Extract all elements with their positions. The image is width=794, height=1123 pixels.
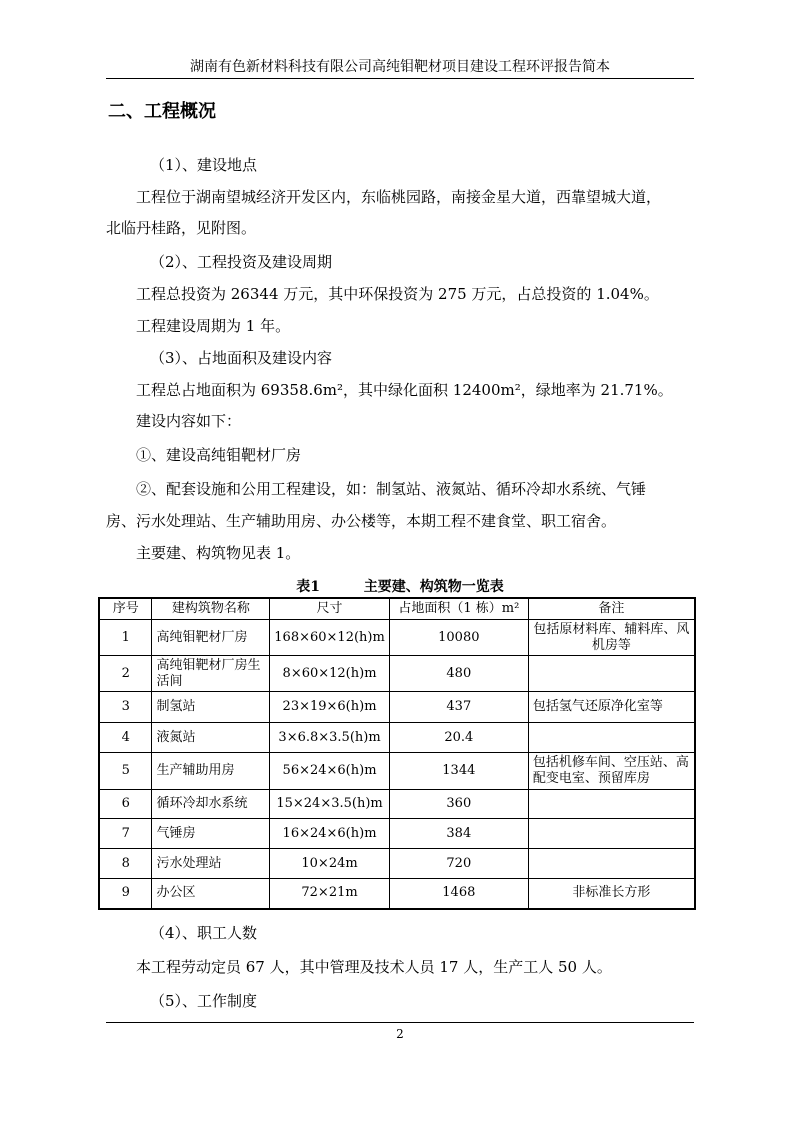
table-header-row <box>99 598 695 620</box>
paragraph-line: ①、建设高纯钼靶材厂房 <box>136 446 302 464</box>
section-title: 二、工程概况 <box>108 101 216 122</box>
cell-area: 360 <box>389 790 528 819</box>
paragraph-line: ②、配套设施和公用工程建设，如：制氢站、液氮站、循环冷却水系统、气锤 <box>136 480 647 498</box>
cell-size: 56×24×6(h)m <box>270 753 390 790</box>
header-cell: 占地面积（1 栋）m² <box>389 598 528 620</box>
cell-size: 72×21m <box>270 879 390 909</box>
cell-no: 9 <box>99 879 152 909</box>
subsection-heading: （5）、工作制度 <box>150 992 258 1010</box>
paragraph-line: 主要建、构筑物见表 1。 <box>136 544 301 562</box>
cell-no: 2 <box>99 656 152 692</box>
cell-no: 8 <box>99 849 152 879</box>
cell-name: 液氮站 <box>152 723 270 753</box>
cell-size: 16×24×6(h)m <box>270 819 390 849</box>
cell-note: 非标准长方形 <box>528 879 695 909</box>
cell-note: 包括原材料库、辅料库、风机房等 <box>528 620 695 656</box>
cell-note <box>528 656 695 692</box>
cell-name: 高纯钼靶材厂房生活间 <box>152 656 270 692</box>
cell-note <box>528 723 695 753</box>
footer-rule <box>106 1022 694 1023</box>
cell-area: 384 <box>389 819 528 849</box>
header-cell: 建构筑物名称 <box>152 598 270 620</box>
page-number: 2 <box>396 1027 404 1041</box>
cell-no: 6 <box>99 790 152 819</box>
subsection-heading: （2）、工程投资及建设周期 <box>150 253 333 271</box>
table-row <box>99 692 695 723</box>
cell-no: 7 <box>99 819 152 849</box>
table-row <box>99 753 695 790</box>
table-caption-number: 表1 <box>296 579 320 595</box>
cell-note: 包括机修车间、空压站、高配变电室、预留库房 <box>528 753 695 790</box>
cell-size: 8×60×12(h)m <box>270 656 390 692</box>
cell-name: 污水处理站 <box>152 849 270 879</box>
header-cell: 序号 <box>99 598 152 620</box>
cell-size: 10×24m <box>270 849 390 879</box>
table-row <box>99 620 695 656</box>
subsection-heading: （1）、建设地点 <box>150 156 258 174</box>
cell-area: 720 <box>389 849 528 879</box>
cell-area: 20.4 <box>389 723 528 753</box>
cell-size: 15×24×3.5(h)m <box>270 790 390 819</box>
running-header: 湖南有色新材料科技有限公司高纯钼靶材项目建设工程环评报告简本 <box>190 59 610 75</box>
table-row <box>99 656 695 692</box>
subsection-heading: （3）、占地面积及建设内容 <box>150 349 333 367</box>
subsection-heading: （4）、职工人数 <box>150 924 258 942</box>
cell-name: 生产辅助用房 <box>152 753 270 790</box>
paragraph-line: 本工程劳动定员 67 人，其中管理及技术人员 17 人，生产工人 50 人。 <box>136 958 612 976</box>
header-rule <box>106 78 694 79</box>
cell-area: 1468 <box>389 879 528 909</box>
table-row <box>99 790 695 819</box>
cell-note <box>528 849 695 879</box>
cell-name: 制氢站 <box>152 692 270 723</box>
table-row <box>99 849 695 879</box>
cell-note <box>528 819 695 849</box>
cell-area: 10080 <box>389 620 528 656</box>
table-row <box>99 879 695 909</box>
paragraph-line: 建设内容如下： <box>136 412 242 430</box>
cell-no: 1 <box>99 620 152 656</box>
paragraph-line: 工程位于湖南望城经济开发区内，东临桃园路，南接金星大道，西靠望城大道， <box>136 188 662 206</box>
paragraph-line: 工程总占地面积为 69358.6m²，其中绿化面积 12400m²，绿地率为 21.71%。 <box>136 381 673 399</box>
cell-size: 23×19×6(h)m <box>270 692 390 723</box>
cell-note <box>528 790 695 819</box>
buildings-table <box>98 597 696 910</box>
paragraph-line: 工程建设周期为 1 年。 <box>136 317 291 335</box>
cell-area: 480 <box>389 656 528 692</box>
header-cell: 尺寸 <box>270 598 390 620</box>
cell-name: 高纯钼靶材厂房 <box>152 620 270 656</box>
table-caption-title: 主要建、构筑物一览表 <box>363 579 504 595</box>
paragraph-line: 北临丹桂路，见附图。 <box>106 219 257 237</box>
table-row <box>99 819 695 849</box>
cell-name: 办公区 <box>152 879 270 909</box>
cell-no: 5 <box>99 753 152 790</box>
cell-note: 包括氢气还原净化室等 <box>528 692 695 723</box>
paragraph-line: 房、污水处理站、生产辅助用房、办公楼等，本期工程不建食堂、职工宿舍。 <box>106 512 617 530</box>
paragraph-line: 工程总投资为 26344 万元，其中环保投资为 275 万元，占总投资的 1.04%。 <box>136 285 659 303</box>
cell-name: 气锤房 <box>152 819 270 849</box>
table-row <box>99 723 695 753</box>
cell-area: 1344 <box>389 753 528 790</box>
cell-no: 3 <box>99 692 152 723</box>
cell-name: 循环冷却水系统 <box>152 790 270 819</box>
cell-size: 168×60×12(h)m <box>270 620 390 656</box>
cell-no: 4 <box>99 723 152 753</box>
table-caption <box>106 576 694 596</box>
cell-size: 3×6.8×3.5(h)m <box>270 723 390 753</box>
cell-area: 437 <box>389 692 528 723</box>
header-cell: 备注 <box>528 598 695 620</box>
